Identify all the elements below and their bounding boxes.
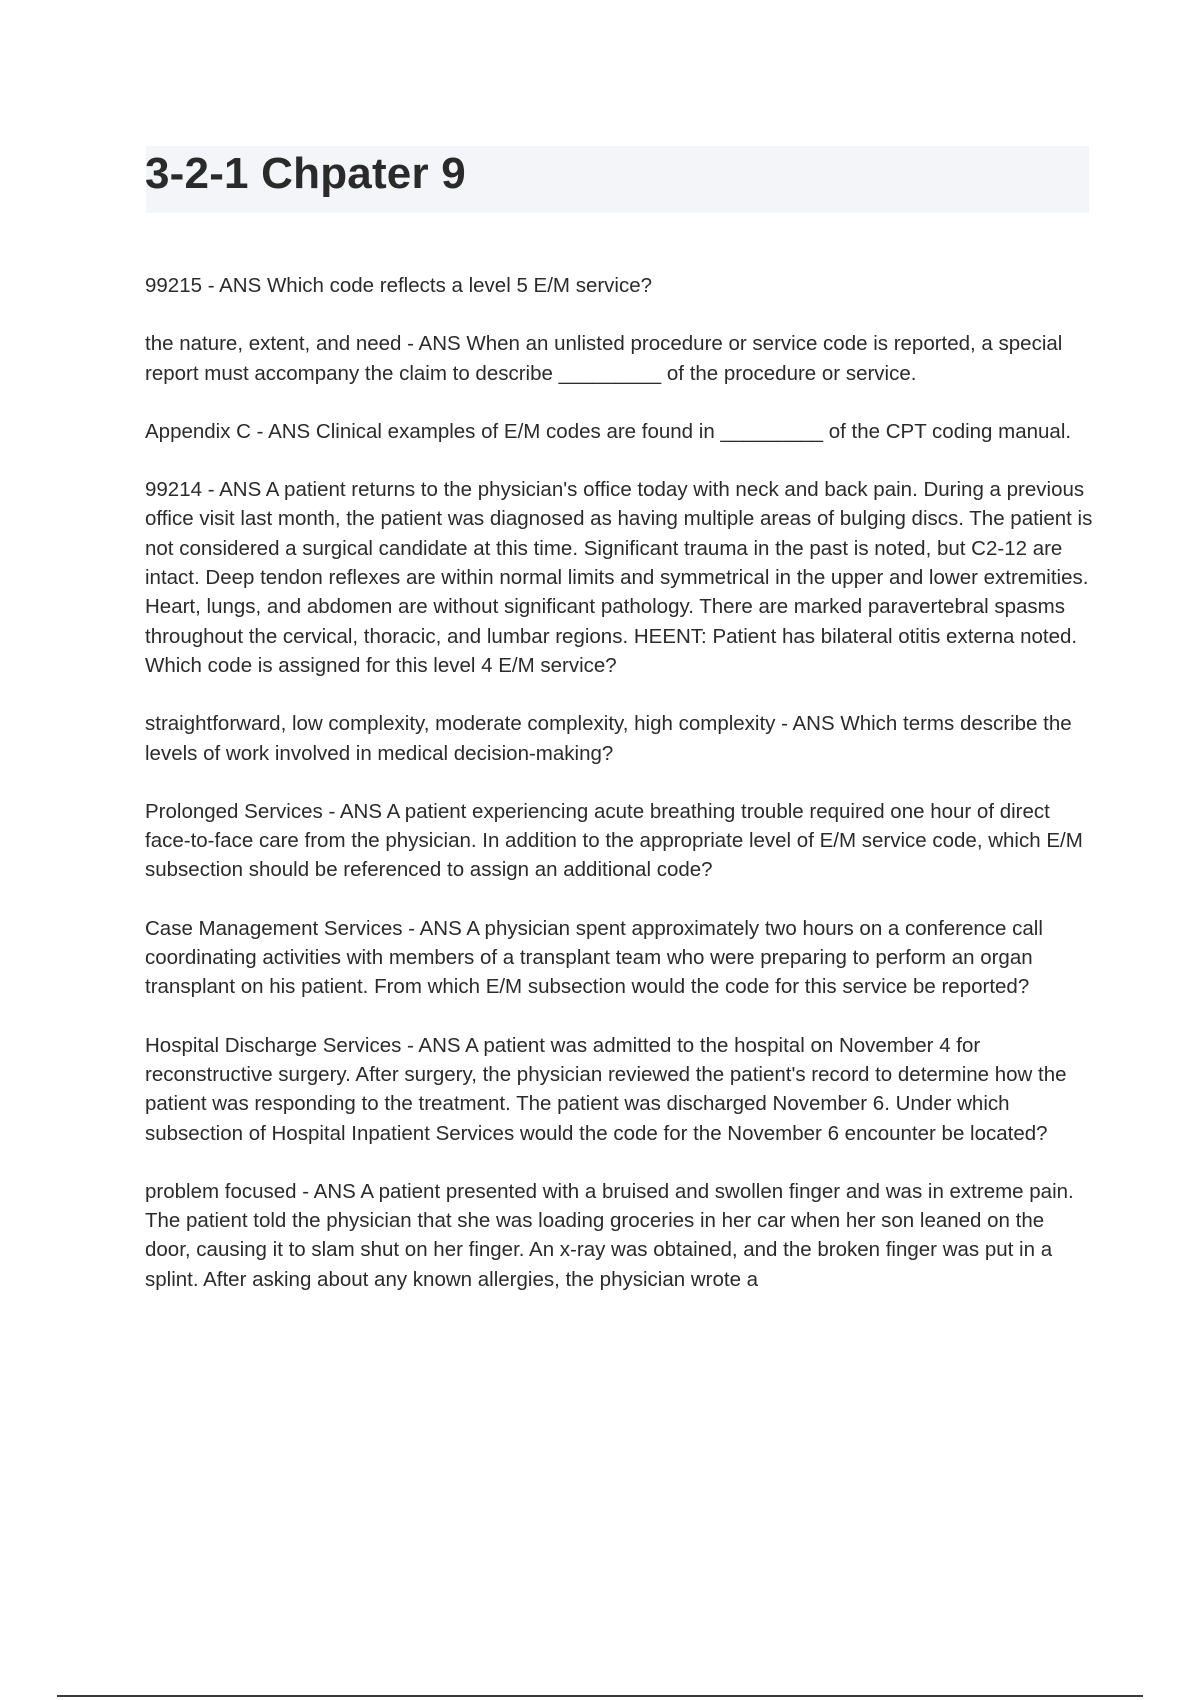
- qa-entry: Appendix C - ANS Clinical examples of E/M codes are found in _________ of the CPT coding manual.: [145, 419, 1072, 443]
- page-title: 3-2-1 Chpater 9: [145, 149, 466, 198]
- page-bottom-rule: [57, 1695, 1143, 1697]
- qa-entry: Prolonged Services - ANS A patient experiencing acute breathing trouble required one hour of direct face-to-face care from the physician. In addition to the appropriate level of E/M service code, which E/M subsection should be referenced to assign an additional code?: [145, 799, 1083, 882]
- qa-entry: Hospital Discharge Services - ANS A patient was admitted to the hospital on November 4 for reconstructive surgery. After surgery, the physician reviewed the patient's record to determine how the patient was responding to the treatment. The patient was discharged November 6. Under which subsection of Hospital Inpatient Services would the code for the November 6 encounter be located?: [145, 1033, 1067, 1145]
- qa-entry: the nature, extent, and need - ANS When an unlisted procedure or service code is reported, a special report must accompany the claim to describe _________ of the procedure or service.: [145, 332, 1063, 385]
- qa-entry: 99214 - ANS A patient returns to the physician's office today with neck and back pain. During a previous office visit last month, the patient was diagnosed as having multiple areas of bulging discs. The patient is not considered a surgical candidate at this time. Significant trauma in the past is noted, but C2-12 are intact. Deep tendon reflexes are within normal limits and symmetrical in the upper and lower extremities. Heart, lungs, and abdomen are without significant pathology. There are marked paravertebral spasms throughout the cervical, thoracic, and lumbar regions. HEENT: Patient has bilateral otitis externa noted. Which code is assigned for this level 4 E/M service?: [145, 478, 1093, 677]
- qa-entry: problem focused - ANS A patient presented with a bruised and swollen finger and was in extreme pain. The patient told the physician that she was loading groceries in her car when her son leaned on the door, causing it to slam shut on her finger. An x-ray was obtained, and the broken finger was put in a splint. After asking about any known allergies, the physician wrote a: [145, 1179, 1074, 1291]
- qa-list: [145, 271, 1093, 1323]
- qa-entry: 99215 - ANS Which code reflects a level 5 E/M service?: [145, 274, 653, 297]
- qa-entry: Case Management Services - ANS A physician spent approximately two hours on a conference call coordinating activities with members of a transplant team who were preparing to perform an organ transplant on his patient. From which E/M subsection would the code for this service be reported?: [145, 916, 1043, 999]
- qa-entry: straightforward, low complexity, moderate complexity, high complexity - ANS Which terms describe the levels of work involved in medical decision-making?: [145, 712, 1072, 765]
